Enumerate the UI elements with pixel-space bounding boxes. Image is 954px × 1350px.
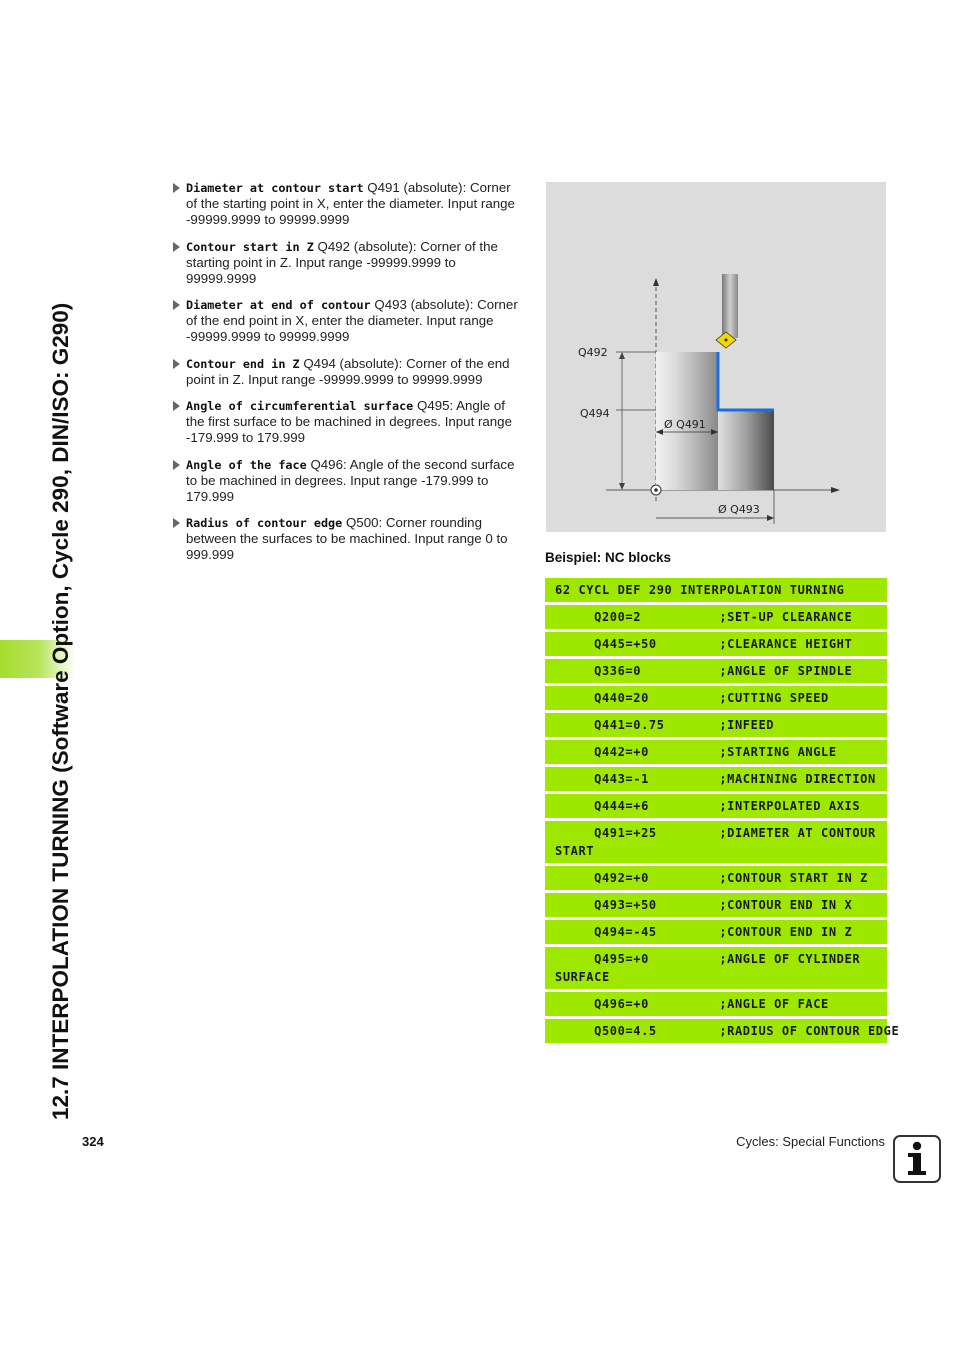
- bullet-arrow-icon: [173, 518, 180, 528]
- parameter-item: [172, 515, 524, 563]
- parameter-item: [172, 297, 524, 345]
- parameter-keyword: Contour start in Z: [186, 239, 314, 254]
- bullet-arrow-icon: [173, 242, 180, 252]
- nc-block-row: Q493=+50 ;CONTOUR END IN X: [545, 893, 887, 917]
- section-title: 12.7 INTERPOLATION TURNING (Software Option, Cycle 290, DIN/ISO: G290): [48, 302, 73, 1120]
- parameter-keyword: Diameter at contour start: [186, 181, 364, 195]
- nc-block-row: Q491=+25 ;DIAMETER AT CONTOUR START: [545, 821, 887, 863]
- label-q492: Q492: [578, 346, 608, 359]
- parameter-item: [172, 180, 524, 228]
- nc-block-row: Q496=+0 ;ANGLE OF FACE: [545, 992, 887, 1016]
- bullet-arrow-icon: [173, 460, 180, 470]
- parameter-description: Q495: Angle of the first surface to be machined in degrees. Input range -179.999 to 179.999: [186, 398, 512, 445]
- nc-block-row: Q444=+6 ;INTERPOLATED AXIS: [545, 794, 887, 818]
- parameter-item: [172, 398, 524, 446]
- parameter-item: [172, 356, 524, 388]
- nc-block-row: Q442=+0 ;STARTING ANGLE: [545, 740, 887, 764]
- parameter-keyword: Radius of contour edge: [186, 516, 343, 530]
- nc-block-row: Q441=0.75 ;INFEED: [545, 713, 887, 737]
- parameter-description: Q493 (absolute): Corner of the end point in X, enter the diameter. Input range -99999.9999 to 99999.9999: [186, 297, 518, 344]
- parameter-description: Q500: Corner rounding between the surfaces to be machined. Input range 0 to 999.999: [186, 515, 508, 562]
- nc-block-row: Q500=4.5 ;RADIUS OF CONTOUR EDGE: [545, 1019, 887, 1043]
- parameter-keyword: Contour end in Z: [186, 356, 300, 371]
- turning-diagram: [546, 182, 886, 532]
- nc-block-row: Q440=20 ;CUTTING SPEED: [545, 686, 887, 710]
- parameter-item: [172, 239, 524, 287]
- info-icon: [893, 1135, 941, 1183]
- nc-program: [545, 578, 900, 1046]
- bullet-arrow-icon: [173, 359, 180, 369]
- nc-block-row: Q445=+50 ;CLEARANCE HEIGHT: [545, 632, 887, 656]
- parameter-description: Q494 (absolute): Corner of the end point in Z. Input range -99999.9999 to 99999.9999: [186, 355, 510, 387]
- label-q491: Ø Q491: [664, 418, 706, 431]
- nc-block-row: Q494=-45 ;CONTOUR END IN Z: [545, 920, 887, 944]
- parameter-keyword: Angle of circumferential surface: [186, 399, 414, 413]
- example-heading: Beispiel: NC blocks: [545, 550, 672, 565]
- label-q494: Q494: [580, 407, 610, 420]
- bullet-arrow-icon: [173, 300, 180, 310]
- parameter-keyword: Diameter at end of contour: [186, 298, 371, 312]
- page-number: 324: [82, 1134, 104, 1149]
- nc-block-row: Q200=2 ;SET-UP CLEARANCE: [545, 605, 887, 629]
- nc-block-row: Q492=+0 ;CONTOUR START IN Z: [545, 866, 887, 890]
- parameter-keyword: Angle of the face: [186, 457, 307, 472]
- parameter-description: Q492 (absolute): Corner of the starting point in Z. Input range -99999.9999 to 99999.9999: [186, 238, 498, 286]
- parameter-list: [172, 180, 524, 574]
- bullet-arrow-icon: [173, 401, 180, 411]
- label-q493: Ø Q493: [718, 503, 760, 516]
- nc-block-row: Q443=-1 ;MACHINING DIRECTION: [545, 767, 887, 791]
- nc-block-row: 62 CYCL DEF 290 INTERPOLATION TURNING: [545, 578, 887, 602]
- parameter-item: [172, 457, 524, 505]
- bullet-arrow-icon: [173, 183, 180, 193]
- parameter-description: Q496: Angle of the second surface to be machined in degrees. Input range -179.999 to 179.999: [186, 456, 515, 504]
- chapter-name: Cycles: Special Functions: [736, 1134, 885, 1149]
- nc-block-row: Q336=0 ;ANGLE OF SPINDLE: [545, 659, 887, 683]
- nc-block-row: Q495=+0 ;ANGLE OF CYLINDER SURFACE: [545, 947, 887, 989]
- parameter-description: Q491 (absolute): Corner of the starting point in X, enter the diameter. Input range -99999.9999 to 99999.9999: [186, 180, 515, 227]
